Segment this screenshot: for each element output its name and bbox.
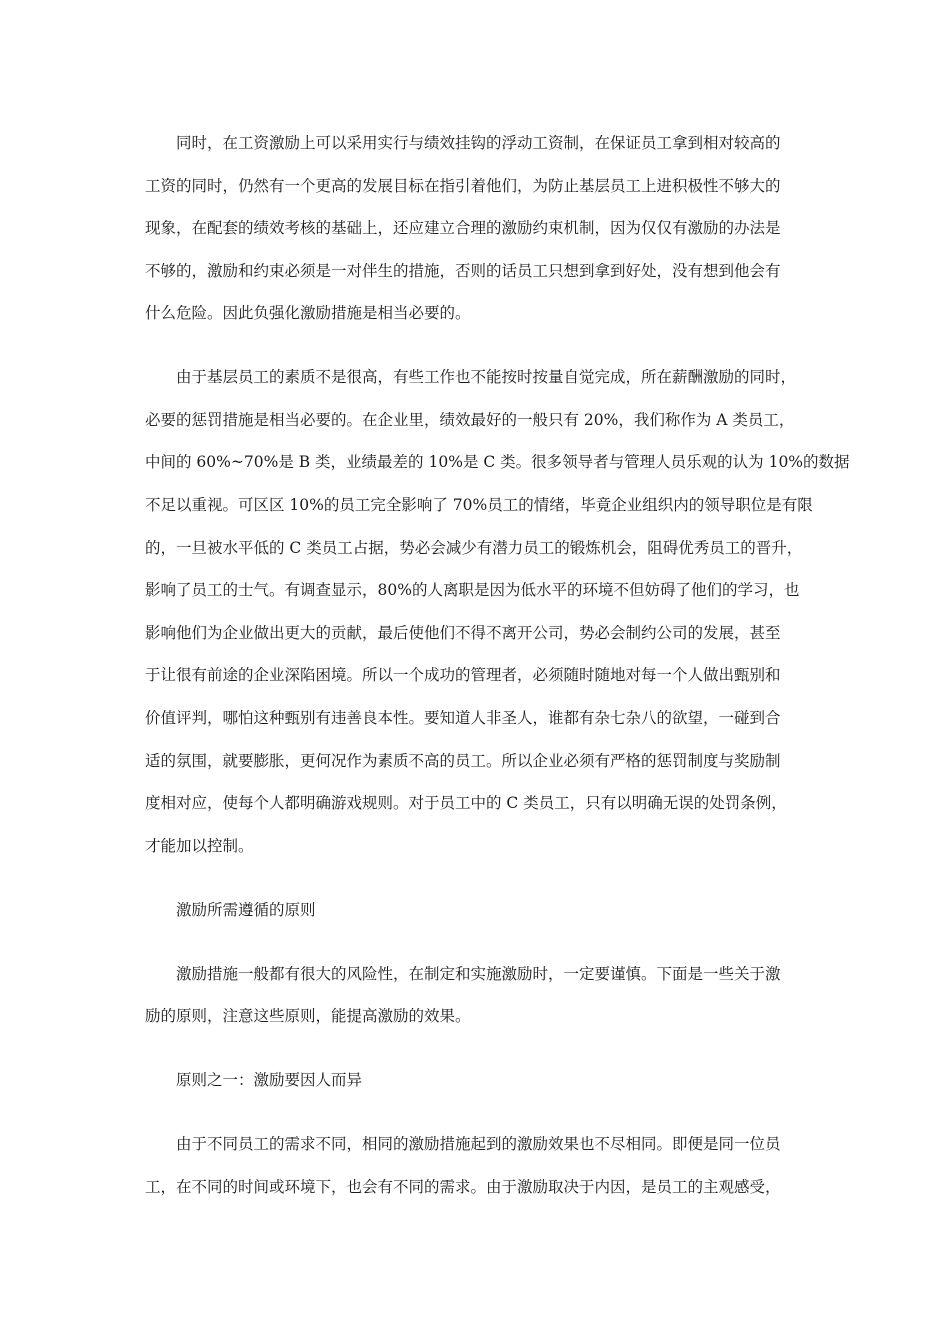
paragraph-gap bbox=[145, 1038, 809, 1059]
paragraph-gap bbox=[145, 335, 809, 356]
text-line: 影响了员工的士气。有调查显示，80%的人离职是因为低水平的环境不但妨碍了他们的学习，也 bbox=[145, 581, 800, 600]
text-line: 工，在不同的时间或环境下，也会有不同的需求。由于激励取决于内因，是员工的主观感受， bbox=[145, 1177, 781, 1196]
paragraph-individual-needs bbox=[145, 1123, 809, 1208]
text-line: 由于基层员工的素质不是很高，有些工作也不能按时按量自觉完成，所在薪酬激励的同时， bbox=[176, 368, 797, 387]
text-line: 适的氛围，就要膨胀，更何况作为素质不高的员工。所以企业必须有严格的惩罚制度与奖励制 bbox=[145, 751, 781, 770]
section-heading-principle-one bbox=[145, 1059, 809, 1102]
paragraph-gap bbox=[145, 867, 809, 888]
text-line: 不足以重视。可区区 10%的员工完全影响了 70%员工的情绪，毕竟企业组织内的领导职位是有限 bbox=[145, 496, 813, 515]
text-line: 激励措施一般都有很大的风险性，在制定和实施激励时，一定要谨慎。下面是一些关于激 bbox=[176, 964, 781, 983]
text-line: 影响他们为企业做出更大的贡献，最后使他们不得不离开公司，势必会制约公司的发展，甚至 bbox=[145, 623, 781, 642]
document-page bbox=[145, 122, 850, 1208]
paragraph-gap bbox=[145, 931, 809, 952]
text-line: 度相对应，使每个人都明确游戏规则。对于员工中的 C 类员工，只有以明确无误的处罚条例， bbox=[145, 794, 787, 813]
paragraph-gap bbox=[145, 1102, 809, 1123]
text-line: 于让很有前途的企业深陷困境。所以一个成功的管理者，必须随时随地对每一个人做出甄别和 bbox=[145, 666, 781, 685]
paragraph-punishment bbox=[145, 356, 850, 867]
text-line: 同时，在工资激励上可以采用实行与绩效挂钩的浮动工资制，在保证员工拿到相对较高的 bbox=[176, 134, 781, 152]
section-heading-principles bbox=[145, 889, 809, 932]
text-line: 价值评判，哪怕这种甄别有违善良本性。要知道人非圣人，谁都有杂七杂八的欲望，一碰到合 bbox=[145, 709, 781, 728]
text-line: 由于不同员工的需求不同，相同的激励措施起到的激励效果也不尽相同。即便是同一位员 bbox=[176, 1134, 781, 1153]
text-line: 的，一旦被水平低的 C 类员工占据，势必会减少有潜力员工的锻炼机会，阻碍优秀员工的晋升， bbox=[145, 538, 803, 557]
text-line: 工资的同时，仍然有一个更高的发展目标在指引着他们，为防止基层员工上进积极性不够大的 bbox=[145, 176, 781, 195]
text-line: 什么危险。因此负强化激励措施是相当必要的。 bbox=[145, 304, 471, 323]
text-line: 必要的惩罚措施是相当必要的。在企业里，绩效最好的一般只有 20%，我们称作为 A 类员工， bbox=[145, 410, 795, 429]
section-heading-text: 原则之一：激励要因人而异 bbox=[176, 1071, 363, 1090]
text-line: 不够的，激励和约束必须是一对伴生的措施，否则的话员工只想到拿到好处，没有想到他会有 bbox=[145, 261, 781, 280]
text-line: 中间的 60%~70%是 B 类，业绩最差的 10%是 C 类。很多领导者与管理人员乐观的认为 10%的数据 bbox=[145, 453, 850, 472]
text-line: 才能加以控制。 bbox=[145, 836, 254, 855]
paragraph-salary-incentive bbox=[145, 122, 809, 335]
section-heading-text: 激励所需遵循的原则 bbox=[176, 900, 316, 919]
text-line: 励的原则，注意这些原则，能提高激励的效果。 bbox=[145, 1007, 471, 1026]
paragraph-principles-intro bbox=[145, 953, 809, 1038]
text-line: 现象，在配套的绩效考核的基础上，还应建立合理的激励约束机制，因为仅仅有激励的办法是 bbox=[145, 219, 781, 238]
